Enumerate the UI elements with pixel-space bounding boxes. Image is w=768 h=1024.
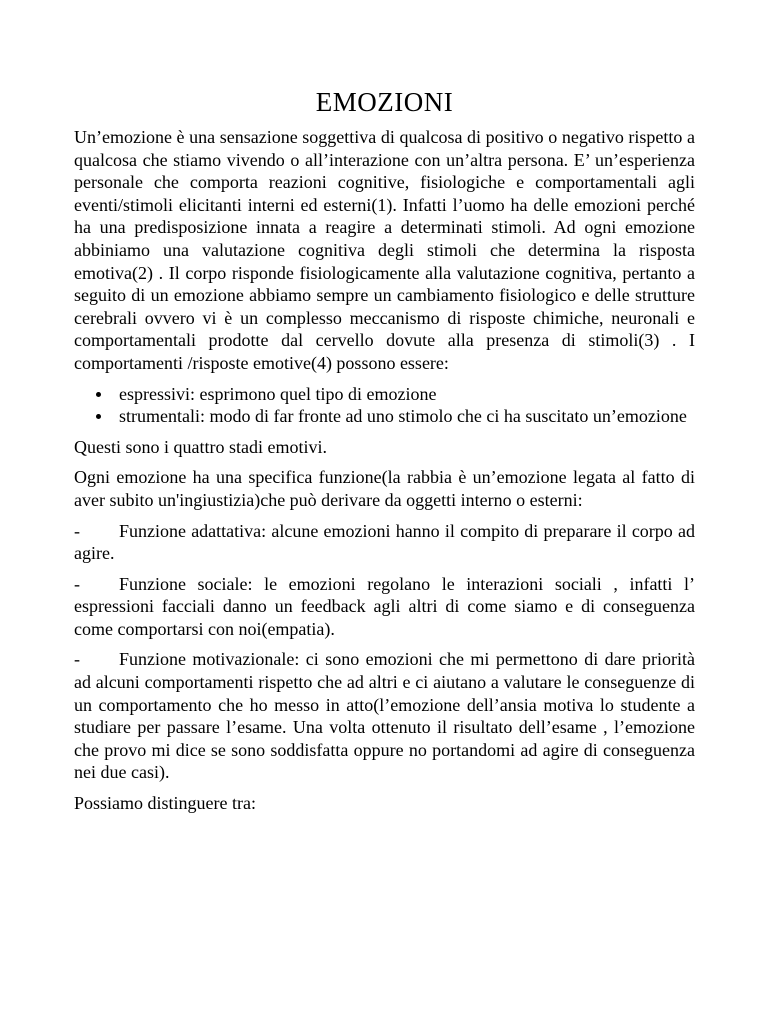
function-text: Funzione adattativa: alcune emozioni hanno il compito di preparare il corpo ad agire.: [74, 520, 695, 564]
list-item: [74, 383, 695, 406]
function-intro-paragraph: Ogni emozione ha una specifica funzione(la rabbia è un’emozione legata al fatto di aver subito un'ingiustizia)che può derivare da oggetti interno o esterni:: [74, 467, 695, 510]
bullet-icon: [96, 414, 101, 419]
list-item: [74, 405, 695, 428]
function-item-adaptive: [74, 520, 695, 565]
list-item-text: strumentali: modo di far fronte ad uno stimolo che ci ha suscitato un’emozione: [119, 406, 687, 427]
dash-marker: -: [74, 520, 80, 541]
intro-paragraph: Un’emozione è una sensazione soggettiva di qualcosa di positivo o negativo rispetto a qualcosa che stiamo vivendo o all’interazione con un’altra persona. E’ un’esperienza personale che comporta reazioni cognitive, fisiologiche e comportamentali agli eventi/stimoli elicitanti interni ed esterni(1). Infatti l’uomo ha delle emozioni perché ha una predisposizione innata a reagire a determinati stimoli. Ad ogni emozione abbiniamo una valutazione cognitiva degli stimoli che determina la risposta emotiva(2) . Il corpo risponde fisiologicamente alla valutazione cognitiva, pertanto a seguito di un emozione abbiamo sempre un cambiamento fisiologico e delle strutture cerebrali ovvero vi è un complesso meccanismo di risposte chimiche, neuronali e comportamentali prodotte dal cervello dovute alla presenza di stimoli(3) . I comportamenti /risposte emotive(4) possono essere:: [74, 127, 695, 373]
document-page: [74, 86, 695, 823]
stages-paragraph: Questi sono i quattro stadi emotivi.: [74, 436, 327, 457]
function-item-motivational: [74, 648, 695, 784]
function-item-social: [74, 573, 695, 641]
closing-paragraph: Possiamo distinguere tra:: [74, 793, 256, 814]
list-item-text: espressivi: esprimono quel tipo di emozione: [119, 383, 437, 404]
response-types-list: [74, 383, 695, 428]
function-text: Funzione sociale: le emozioni regolano le interazioni sociali , infatti l’ espressioni facciali danno un feedback agli altri di come siamo e di conseguenza come comportarsi con noi(empatia).: [74, 573, 695, 639]
dash-marker: -: [74, 649, 80, 670]
document-title: EMOZIONI: [315, 87, 454, 117]
bullet-icon: [96, 392, 101, 397]
dash-marker: -: [74, 573, 80, 594]
function-text: Funzione motivazionale: ci sono emozioni che mi permettono di dare priorità ad alcuni comportamenti rispetto che ad altri e ci aiutano a valutare le conseguenze di un comportamento che ho messo in atto(l’emozione dell’ansia motiva lo studente a studiare per passare l’esame. Una volta ottenuto il risultato dell’esame , l’emozione che provo mi dice se sono soddisfatta oppure no portandomi ad agire di conseguenza nei due casi).: [74, 649, 695, 783]
